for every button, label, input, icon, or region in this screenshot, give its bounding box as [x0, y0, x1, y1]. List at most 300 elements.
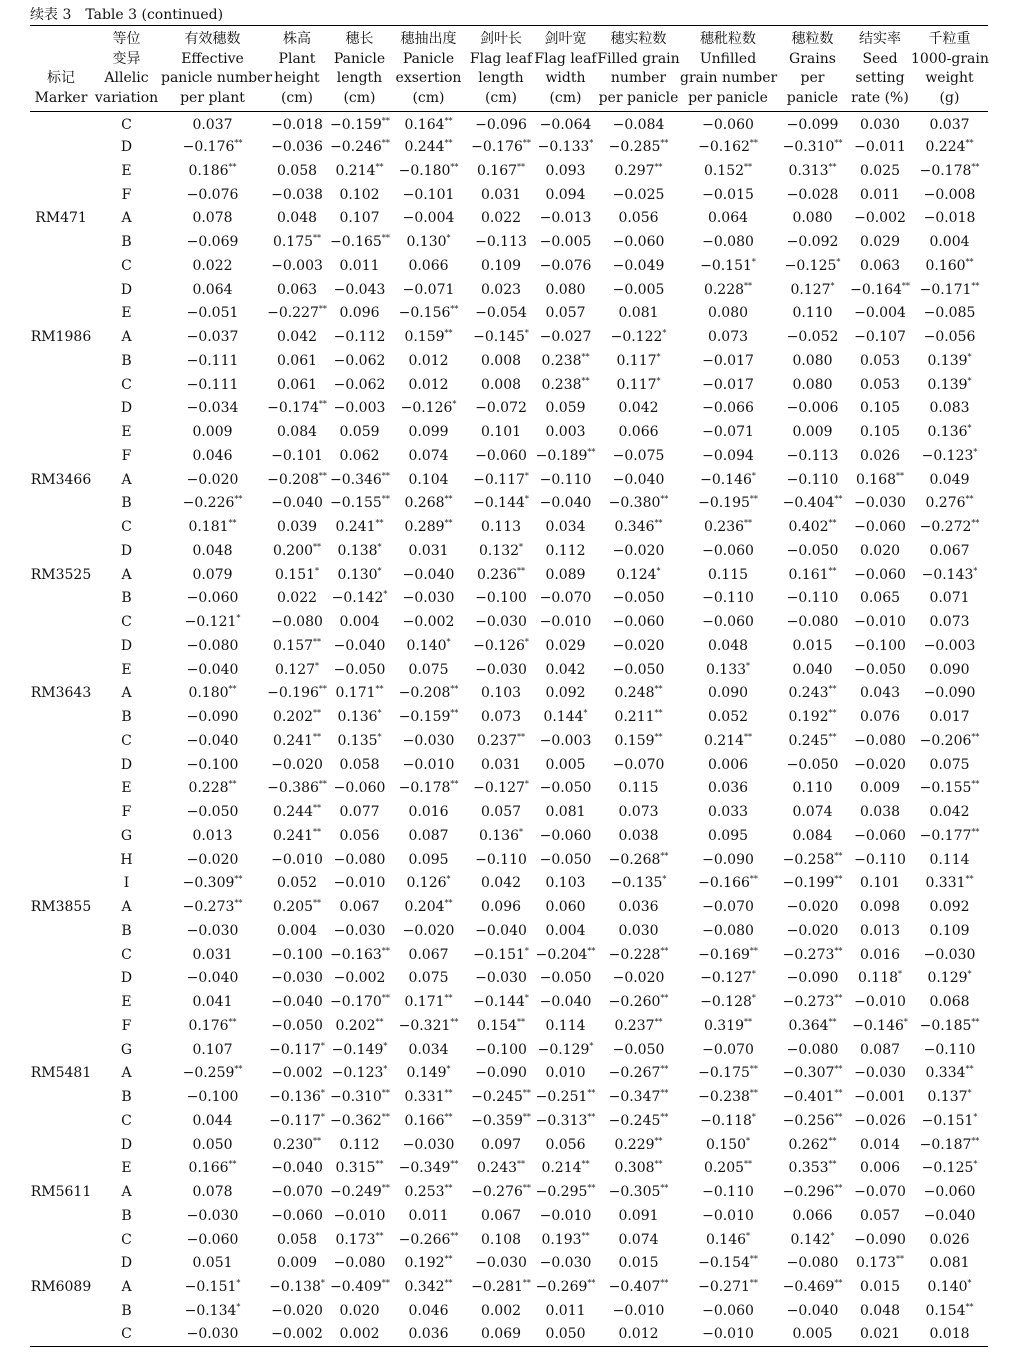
value-cell: 0.181**	[188, 518, 237, 536]
value-cell: 0.080	[792, 210, 833, 227]
marker-cell	[30, 587, 92, 611]
value-cell: −0.100	[475, 1041, 527, 1058]
value-cell: −0.273**	[782, 993, 843, 1011]
allele-cell: D	[120, 1136, 133, 1153]
marker-cell	[30, 1252, 92, 1276]
value-cell: 0.074	[618, 1231, 659, 1248]
value-cell: −0.176**	[182, 138, 243, 156]
allele-cell: C	[121, 1112, 132, 1129]
value-cell: −0.050	[786, 756, 839, 773]
value-cell: 0.108	[480, 1231, 522, 1248]
value-cell: −0.245**	[471, 1088, 531, 1106]
value-cell: 0.071	[929, 590, 970, 607]
value-cell: 0.020	[859, 542, 901, 559]
value-cell: −0.027	[539, 329, 592, 346]
value-cell: −0.110	[475, 851, 527, 868]
value-cell: −0.040	[186, 970, 239, 987]
value-cell: −0.070	[702, 1041, 754, 1058]
value-cell: 0.132*	[478, 542, 524, 559]
value-cell: −0.155**	[919, 779, 980, 797]
value-cell: 0.041	[192, 994, 233, 1011]
value-cell: 0.010	[545, 1065, 586, 1082]
value-cell: 0.087	[408, 827, 449, 844]
value-cell: −0.101	[402, 186, 455, 203]
column-header-line: length	[336, 70, 383, 86]
value-cell: −0.151*	[184, 1278, 241, 1296]
marker-cell	[30, 777, 92, 801]
value-cell: −0.159**	[398, 708, 459, 726]
value-cell: 0.043	[859, 685, 901, 702]
marker-cell: RM3643	[30, 685, 92, 702]
table-row	[30, 658, 988, 682]
value-cell: −0.129*	[537, 1040, 594, 1058]
allele-cell: A	[121, 685, 132, 702]
value-cell: −0.076	[539, 257, 592, 274]
value-cell: −0.070	[539, 590, 592, 607]
value-cell: −0.090	[702, 851, 754, 868]
value-cell: 0.009	[192, 424, 233, 441]
value-cell: −0.020	[271, 756, 323, 773]
value-cell: −0.070	[702, 899, 754, 916]
column-header-cn: 穗长	[345, 31, 374, 47]
table-row	[30, 468, 988, 492]
value-cell: −0.155**	[330, 494, 390, 512]
value-cell: −0.080	[854, 732, 906, 749]
table-row	[30, 254, 988, 278]
value-cell: −0.273**	[782, 945, 843, 963]
column-header-line: exsertion	[395, 70, 462, 86]
value-cell: −0.189**	[535, 447, 596, 464]
allele-cell: B	[121, 590, 132, 607]
value-cell: −0.125*	[921, 1159, 978, 1177]
value-cell: 0.048	[859, 1302, 901, 1319]
value-cell: 0.011	[408, 1207, 449, 1224]
value-cell: −0.177**	[919, 827, 980, 844]
value-cell: −0.050	[539, 970, 592, 987]
value-cell: −0.030	[475, 614, 527, 631]
table-row	[30, 515, 988, 539]
allele-cell: D	[120, 756, 133, 773]
value-cell: 0.160**	[925, 257, 974, 274]
value-cell: 0.083	[929, 400, 970, 417]
value-cell: −0.080	[186, 637, 239, 654]
table-row	[30, 1180, 988, 1204]
marker-cell	[30, 420, 92, 444]
value-cell: −0.072	[475, 400, 527, 417]
value-cell: −0.010	[333, 875, 386, 892]
value-cell: 0.031	[408, 542, 449, 559]
column-header	[330, 26, 389, 112]
marker-cell: RM471	[35, 210, 87, 227]
column-header-cn: 穗粒数	[791, 31, 834, 47]
value-cell: −0.038	[271, 186, 323, 203]
value-cell: 0.238**	[541, 375, 590, 393]
value-cell: −0.099	[786, 116, 839, 133]
column-header-line: panicle	[786, 89, 839, 106]
value-cell: −0.008	[923, 186, 976, 203]
allele-cell: C	[121, 732, 132, 749]
marker-cell	[30, 302, 92, 326]
value-cell: −0.151*	[921, 1112, 978, 1129]
value-cell: −0.117*	[269, 1040, 325, 1058]
value-cell: 0.067	[408, 946, 449, 963]
value-cell: −0.004	[402, 210, 455, 227]
allele-cell: C	[121, 116, 132, 133]
value-cell: −0.070	[612, 756, 665, 773]
value-cell: 0.042	[618, 400, 659, 417]
value-cell: −0.040	[786, 1302, 839, 1319]
value-cell: 0.151*	[274, 565, 320, 583]
value-cell: 0.095	[707, 827, 749, 844]
value-cell: −0.040	[271, 495, 323, 512]
value-cell: −0.295**	[535, 1183, 596, 1201]
value-cell: 0.002	[480, 1302, 522, 1319]
value-cell: −0.196**	[267, 684, 327, 702]
value-cell: 0.009	[859, 780, 901, 797]
allele-cell: A	[121, 566, 132, 583]
value-cell: 0.004	[339, 614, 380, 631]
value-cell: 0.238**	[541, 352, 590, 369]
value-cell: −0.076	[186, 186, 239, 203]
column-header-line: per panicle	[598, 89, 679, 106]
value-cell: 0.066	[408, 257, 449, 274]
allele-cell: I	[123, 875, 130, 892]
value-cell: 0.022	[192, 257, 233, 274]
value-cell: −0.040	[539, 994, 592, 1011]
value-cell: −0.110	[854, 851, 906, 868]
value-cell: −0.238**	[698, 1088, 758, 1106]
value-cell: 0.114	[929, 851, 970, 868]
value-cell: −0.054	[475, 305, 527, 322]
column-header-cn: 株高	[283, 31, 311, 47]
value-cell: 0.154**	[476, 1017, 526, 1034]
value-cell: −0.310**	[782, 138, 843, 156]
marker-cell	[30, 705, 92, 729]
value-cell: −0.040	[186, 661, 239, 678]
value-cell: 0.243**	[788, 684, 837, 702]
value-cell: −0.040	[923, 1207, 976, 1224]
value-cell: −0.030	[186, 1207, 239, 1224]
column-header-cn: 剑叶长	[480, 31, 522, 47]
value-cell: −0.002	[854, 210, 906, 227]
value-cell: 0.237**	[476, 732, 526, 749]
value-cell: −0.010	[333, 1207, 386, 1224]
value-cell: 0.023	[480, 281, 522, 298]
value-cell: −0.040	[475, 922, 527, 939]
value-cell: −0.080	[786, 1255, 839, 1272]
marker-cell	[30, 349, 92, 373]
value-cell: 0.157**	[272, 637, 322, 654]
value-cell: 0.149*	[406, 1064, 451, 1082]
marker-cell	[30, 872, 92, 896]
value-cell: −0.349**	[398, 1159, 459, 1177]
value-cell: −0.164**	[850, 280, 910, 298]
value-cell: 0.080	[792, 352, 833, 369]
value-cell: −0.276**	[471, 1183, 531, 1201]
marker-cell: RM6089	[30, 1279, 92, 1296]
value-cell: 0.146*	[705, 1230, 751, 1248]
value-cell: −0.003	[333, 400, 386, 417]
marker-cell: RM1986	[30, 329, 92, 346]
value-cell: 0.017	[929, 709, 970, 726]
column-header-line: setting	[855, 70, 905, 86]
value-cell: 0.058	[276, 1231, 318, 1248]
value-cell: −0.226**	[182, 494, 243, 512]
value-cell: 0.022	[276, 590, 318, 607]
value-cell: −0.080	[702, 922, 754, 939]
value-cell: 0.094	[545, 186, 586, 203]
value-cell: 0.008	[480, 352, 522, 369]
table-row	[30, 800, 988, 824]
table-row	[30, 539, 988, 563]
value-cell: −0.245**	[608, 1112, 669, 1129]
value-cell: −0.123*	[331, 1064, 388, 1082]
marker-cell	[30, 254, 92, 278]
table-row	[30, 777, 988, 801]
column-header	[92, 26, 161, 112]
value-cell: −0.409**	[330, 1278, 390, 1296]
value-cell: 0.236**	[703, 518, 753, 536]
value-cell: −0.010	[680, 1323, 776, 1347]
table-row	[30, 492, 988, 516]
allele-cell: C	[121, 376, 132, 393]
value-cell: 0.080	[545, 281, 586, 298]
value-cell: 0.176**	[188, 1017, 237, 1034]
value-cell: −0.125*	[784, 257, 841, 274]
value-cell: −0.170**	[330, 993, 390, 1011]
value-cell: 0.091	[618, 1207, 659, 1224]
value-cell: −0.144*	[473, 993, 529, 1011]
table-row	[30, 563, 988, 587]
column-header-cn: 千粒重	[928, 31, 971, 47]
value-cell: 0.268**	[404, 494, 453, 512]
value-cell: 0.067	[929, 542, 970, 559]
value-cell: 0.136*	[927, 423, 972, 441]
value-cell: 0.063	[276, 281, 318, 298]
value-cell: −0.060	[702, 116, 754, 133]
table-row	[30, 1109, 988, 1133]
value-cell: −0.060	[539, 827, 592, 844]
value-cell: 0.112	[545, 542, 586, 559]
value-cell: 0.057	[545, 305, 586, 322]
marker-cell	[30, 729, 92, 753]
value-cell: −0.178**	[398, 779, 459, 797]
value-cell: 0.004	[545, 922, 586, 939]
value-cell: −0.071	[402, 281, 455, 298]
value-cell: 0.026	[859, 447, 901, 464]
allele-cell: A	[121, 471, 132, 488]
value-cell: −0.100	[475, 590, 527, 607]
value-cell: 0.244**	[272, 803, 322, 821]
value-cell: −0.030	[854, 1065, 906, 1082]
column-header-line: Grains	[789, 50, 836, 67]
value-cell: −0.110	[539, 471, 592, 488]
table-row	[30, 753, 988, 777]
column-header	[30, 26, 92, 112]
value-cell: 0.095	[408, 851, 449, 868]
marker-cell	[30, 373, 92, 397]
column-header-line: Filled grain	[597, 50, 680, 67]
column-header	[776, 26, 849, 112]
value-cell: −0.407**	[608, 1278, 669, 1296]
value-cell: −0.040	[402, 566, 455, 583]
value-cell: −0.071	[702, 424, 754, 441]
value-cell: 0.061	[276, 376, 318, 393]
value-cell: 0.129*	[927, 969, 972, 987]
column-header	[389, 26, 468, 112]
column-header	[161, 26, 273, 112]
value-cell: −0.018	[271, 116, 323, 133]
value-cell: −0.020	[786, 899, 839, 916]
column-header-line: Effective	[181, 50, 244, 67]
value-cell: −0.050	[539, 851, 592, 868]
value-cell: −0.187**	[919, 1135, 980, 1153]
value-cell: 0.144*	[543, 708, 588, 726]
value-cell: 0.173**	[335, 1230, 384, 1248]
table-row	[30, 1133, 988, 1157]
value-cell: −0.142*	[331, 589, 388, 607]
value-cell: 0.046	[408, 1302, 449, 1319]
value-cell: 0.334**	[925, 1064, 974, 1082]
value-cell: 0.236**	[476, 565, 526, 583]
column-header-line: Seed	[862, 50, 898, 67]
value-cell: −0.100	[854, 637, 906, 654]
value-cell: −0.208**	[267, 470, 327, 488]
value-cell: −0.404**	[782, 494, 843, 512]
table-row	[30, 1299, 988, 1323]
allele-cell: D	[120, 542, 133, 559]
value-cell: −0.310**	[330, 1088, 390, 1106]
value-cell: 0.031	[480, 186, 522, 203]
table-caption: 续表 3 Table 3 (continued)	[30, 7, 224, 23]
allele-cell: A	[121, 899, 132, 916]
value-cell: 0.056	[618, 210, 659, 227]
value-cell: −0.060	[333, 780, 386, 797]
value-cell: −0.020	[402, 922, 455, 939]
value-cell: −0.195**	[698, 494, 758, 512]
value-cell: −0.062	[333, 352, 386, 369]
value-cell: −0.267**	[608, 1064, 669, 1082]
value-cell: −0.010	[539, 614, 592, 631]
value-cell: 0.211**	[614, 708, 663, 726]
value-cell: 0.107	[192, 1041, 233, 1058]
value-cell: −0.249**	[330, 1183, 390, 1201]
value-cell: 0.067	[339, 899, 380, 916]
value-cell: 0.057	[480, 804, 522, 821]
value-cell: 0.042	[480, 875, 522, 892]
column-header-cn: 穗抽出度	[400, 31, 457, 47]
value-cell: 0.243**	[476, 1159, 526, 1177]
allele-cell: D	[120, 970, 133, 987]
value-cell: 0.087	[859, 1041, 901, 1058]
value-cell: −0.049	[612, 257, 665, 274]
marker-cell	[30, 967, 92, 991]
value-cell: −0.359**	[471, 1112, 531, 1129]
value-cell: 0.140*	[406, 637, 451, 654]
value-cell: −0.144*	[473, 494, 529, 512]
value-cell: −0.020	[854, 756, 906, 773]
column-header-line: variation	[94, 89, 159, 106]
value-cell: 0.159**	[614, 732, 663, 749]
value-cell: 0.102	[339, 186, 380, 203]
column-header-cn: 有效穗数	[184, 31, 241, 47]
value-cell: 0.112	[339, 1136, 380, 1153]
column-header	[264, 26, 330, 112]
marker-cell	[30, 1228, 92, 1252]
value-cell: −0.138*	[269, 1278, 325, 1296]
value-cell: −0.030	[333, 922, 386, 939]
value-cell: 0.034	[408, 1041, 449, 1058]
value-cell: 0.059	[545, 400, 586, 417]
value-cell: −0.030	[402, 1136, 455, 1153]
value-cell: −0.185**	[919, 1017, 980, 1034]
value-cell: 0.228**	[188, 779, 237, 797]
value-cell: 0.079	[192, 566, 233, 583]
value-cell: −0.010	[402, 756, 455, 773]
value-cell: −0.050	[333, 661, 386, 678]
value-cell: −0.036	[271, 139, 323, 156]
table-row	[30, 895, 988, 919]
allele-cell: C	[121, 257, 132, 274]
value-cell: 0.056	[545, 1136, 586, 1153]
value-cell: 0.142*	[790, 1230, 835, 1248]
value-cell: −0.362**	[330, 1112, 390, 1129]
marker-cell	[30, 539, 92, 563]
value-cell: −0.017	[702, 376, 754, 393]
value-cell: 0.006	[707, 756, 749, 773]
allele-cell: F	[121, 804, 132, 821]
value-cell: −0.002	[271, 1065, 323, 1082]
value-cell: −0.090	[854, 1231, 906, 1248]
value-cell: 0.103	[480, 685, 522, 702]
value-cell: 0.139*	[927, 352, 972, 369]
value-cell: 0.042	[545, 661, 586, 678]
value-cell: 0.167**	[476, 162, 526, 179]
value-cell: −0.180**	[398, 162, 459, 179]
value-cell: −0.118*	[700, 1112, 756, 1129]
marker-cell	[30, 1204, 92, 1228]
marker-cell: RM5611	[30, 1184, 92, 1201]
table-row	[30, 824, 988, 848]
column-header	[911, 26, 988, 112]
value-cell: 0.008	[480, 376, 522, 393]
value-cell: −0.020	[612, 542, 665, 559]
value-cell: 0.230**	[272, 1135, 322, 1153]
value-cell: 0.048	[192, 542, 233, 559]
value-cell: 0.098	[859, 899, 901, 916]
table-row	[30, 373, 988, 397]
column-header-line: Allelic	[104, 70, 149, 86]
marker-cell	[30, 848, 92, 872]
value-cell: −0.269**	[535, 1278, 596, 1296]
value-cell: 0.018	[911, 1323, 988, 1347]
value-cell: 0.089	[545, 566, 586, 583]
column-header-line: number	[610, 70, 667, 86]
marker-cell: RM5481	[30, 1065, 92, 1082]
value-cell: −0.050	[271, 1017, 323, 1034]
value-cell: 0.205**	[703, 1159, 753, 1177]
value-cell: 0.237**	[614, 1017, 663, 1034]
value-cell: −0.159**	[330, 115, 390, 133]
value-cell: −0.040	[539, 495, 592, 512]
value-cell: −0.051	[186, 305, 239, 322]
value-cell: −0.018	[923, 210, 976, 227]
value-cell: 0.074	[792, 804, 833, 821]
value-cell: −0.066	[702, 400, 754, 417]
value-cell: −0.169**	[698, 945, 758, 963]
value-cell: 0.050	[534, 1323, 597, 1347]
value-cell: 0.077	[339, 804, 380, 821]
